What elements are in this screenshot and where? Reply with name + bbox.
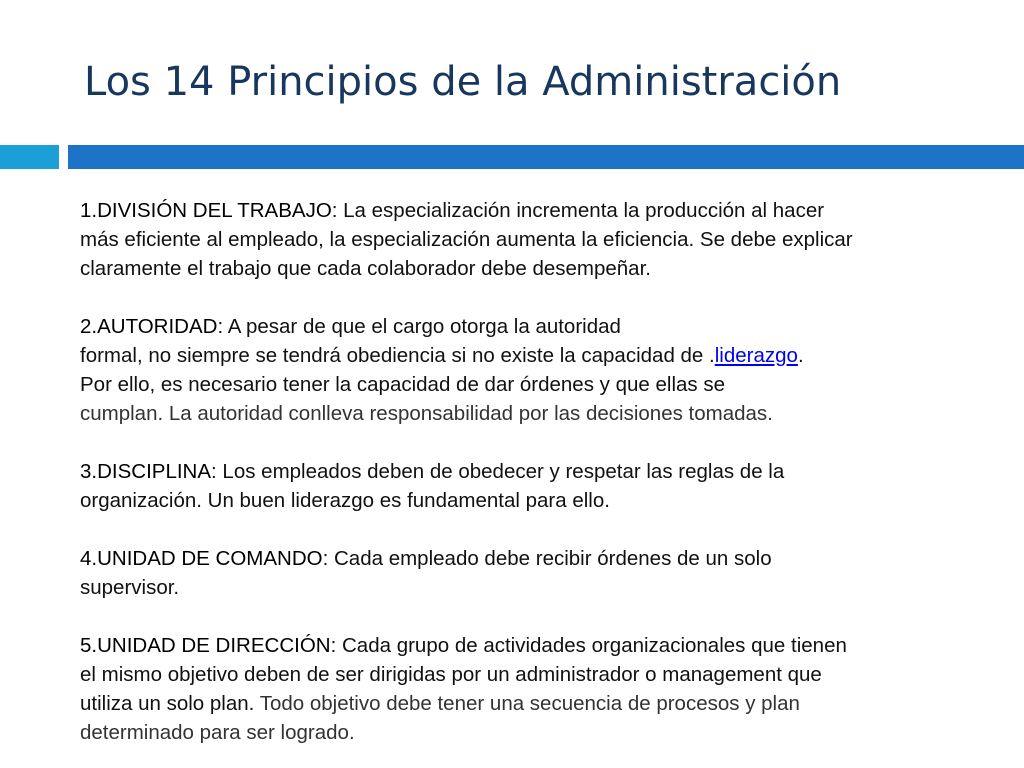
text-line (80, 689, 1010, 718)
accent-bar-main (68, 145, 1024, 169)
principle-disciplina (80, 457, 1010, 515)
principle-autoridad (80, 312, 1010, 428)
principles-body (80, 196, 1010, 747)
accent-bar-left (0, 145, 59, 169)
principle-heading: 2.AUTORIDAD (80, 315, 218, 338)
text-line (80, 457, 1010, 486)
text-segment: formal, no siempre se tendrá obediencia si no existe la capacidad de . (80, 344, 715, 367)
principle-heading: 4.UNIDAD DE COMANDO (80, 547, 323, 570)
text-segment: . (797, 344, 804, 367)
principle-heading: 3.DISCIPLINA (80, 460, 212, 483)
principle-heading: 1.DIVISIÓN DEL TRABAJO (80, 199, 332, 222)
text-segment: : Cada empleado debe recibir órdenes de un solo (322, 547, 772, 570)
principle-unidad-direccion (80, 631, 1010, 747)
text-segment: Todo objetivo debe tener una secuencia de procesos y plan (259, 692, 800, 715)
text-line: más eficiente al empleado, la especialización aumenta la eficiencia. Se debe explicar (80, 228, 853, 251)
text-line (80, 312, 1010, 341)
text-line: cumplan. La autoridad conlleva responsabilidad por las decisiones tomadas. (80, 402, 773, 425)
principle-division-trabajo (80, 196, 1010, 283)
text-line (80, 341, 1010, 370)
text-line (80, 544, 1010, 573)
text-line (80, 196, 1010, 225)
liderazgo-link[interactable]: liderazgo (714, 344, 798, 367)
principle-heading: 5.UNIDAD DE DIRECCIÓN (80, 634, 331, 657)
text-segment: utiliza un solo plan. (80, 692, 260, 715)
text-segment: : Cada grupo de actividades organizacionales que tienen (330, 634, 847, 657)
text-line: organización. Un buen liderazgo es fundamental para ello. (80, 489, 610, 512)
text-line: Por ello, es necesario tener la capacidad de dar órdenes y que ellas se (80, 373, 726, 396)
text-line (80, 631, 1010, 660)
text-segment: : La especialización incrementa la producción al hacer (331, 199, 825, 222)
text-line: claramente el trabajo que cada colaborador debe desempeñar. (80, 257, 651, 280)
text-segment: : Los empleados deben de obedecer y respetar las reglas de la (211, 460, 785, 483)
text-line: determinado para ser logrado. (80, 721, 355, 744)
principle-unidad-comando (80, 544, 1010, 602)
text-line: supervisor. (80, 576, 180, 599)
slide-title: Los 14 Principios de la Administración (84, 59, 842, 105)
text-line: el mismo objetivo deben de ser dirigidas por un administrador o management que (80, 663, 822, 686)
text-segment: : A pesar de que el cargo otorga la autoridad (217, 315, 621, 338)
